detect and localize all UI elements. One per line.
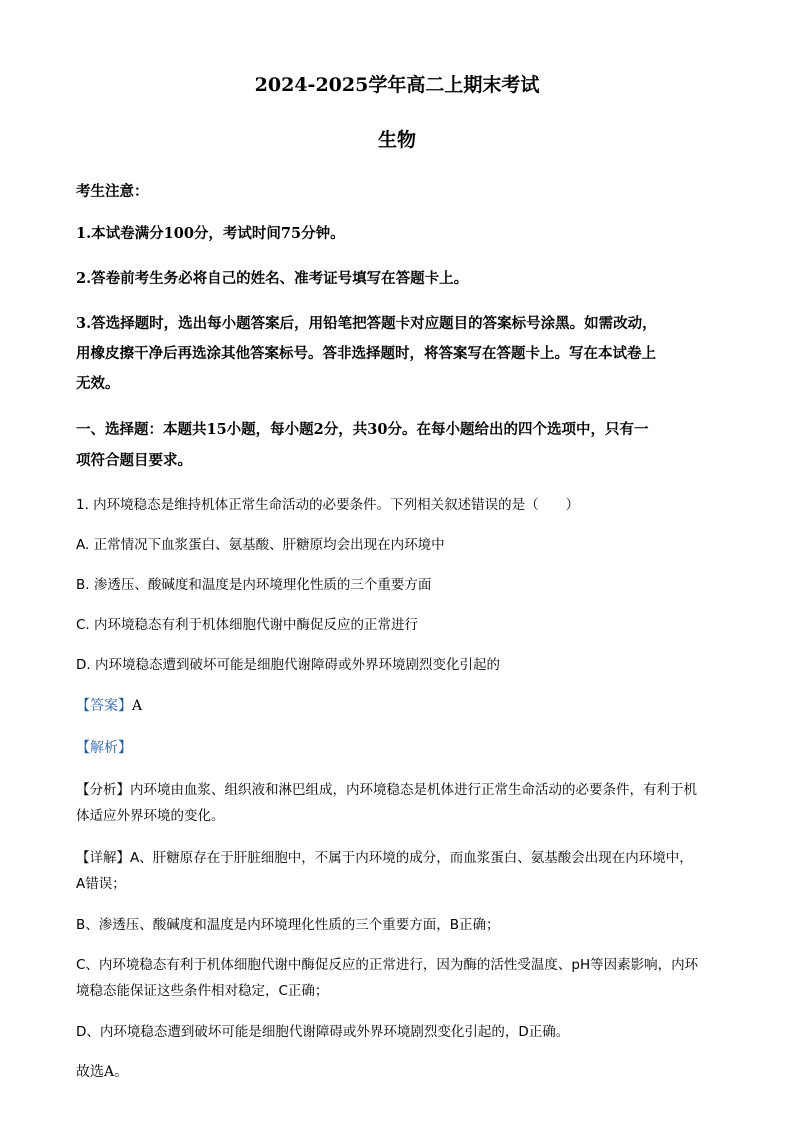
notice-item-1: 1.本试卷满分100分，考试时间75分钟。 (76, 225, 345, 242)
option-b: B. 渗透压、酸碱度和温度是内环境理化性质的三个重要方面 (76, 577, 432, 593)
xiangjie-a-line-2: A错误； (76, 876, 126, 892)
analysis-tag: 【解析】 (76, 740, 132, 756)
xiangjie-tag: 【详解】 (76, 850, 130, 866)
question-stem: 1. 内环境稳态是维持机体正常生命活动的必要条件。下列相关叙述错误的是（ ） (76, 497, 580, 513)
answer-tag: 【答案】 (76, 698, 132, 714)
analysis-line (76, 737, 722, 757)
answer-value: A (132, 698, 143, 714)
section-heading-line-2: 项符合题目要求。 (76, 452, 192, 469)
section-heading-line-1: 一、选择题：本题共15小题，每小题2分，共30分。在每小题给出的四个选项中，只有一 (76, 421, 649, 438)
xiangjie-c-line-2: 境稳态能保证这些条件相对稳定，C正确； (76, 983, 329, 999)
subject-title: 生物 (377, 129, 416, 151)
conclusion: 故选A。 (76, 1064, 129, 1080)
xiangjie-a-text-1: A、肝糖原存在于肝脏细胞中，不属于内环境的成分，而血浆蛋白、氨基酸会出现在内环境中， (130, 850, 693, 866)
fenxi-line-2: 体适应外界环境的变化。 (76, 808, 225, 824)
xiangjie-c-line-1: C、内环境稳态有利于机体细胞代谢中酶促反应的正常进行，因为酶的活性受温度、pH等因素影响，内环 (76, 957, 699, 973)
exam-title: 2024-2025学年高二上期末考试 (254, 74, 540, 96)
option-d: D. 内环境稳态遭到破坏可能是细胞代谢障碍或外界环境剧烈变化引起的 (76, 657, 500, 673)
fenxi-line-1 (76, 778, 722, 798)
xiangjie-line-1 (76, 846, 722, 866)
option-a: A. 正常情况下血浆蛋白、氨基酸、肝糖原均会出现在内环境中 (76, 537, 445, 553)
notice-item-3-line-1: 3.答选择题时，选出每小题答案后，用铅笔把答题卡对应题目的答案标号涂黑。如需改动， (76, 315, 657, 332)
xiangjie-b: B、渗透压、酸碱度和温度是内环境理化性质的三个重要方面，B正确； (76, 917, 500, 933)
option-c: C. 内环境稳态有利于机体细胞代谢中酶促反应的正常进行 (76, 617, 419, 633)
xiangjie-d: D、内环境稳态遭到破坏可能是细胞代谢障碍或外界环境剧烈变化引起的，D正确。 (76, 1024, 570, 1040)
answer-line (76, 695, 722, 715)
fenxi-text-1: 内环境由血浆、组织液和淋巴组成，内环境稳态是机体进行正常生命活动的必要条件，有利于机 (130, 782, 697, 798)
notice-item-2: 2.答卷前考生务必将自己的姓名、准考证号填写在答题卡上。 (76, 270, 469, 287)
notice-heading: 考生注意： (76, 183, 149, 200)
fenxi-tag: 【分析】 (76, 782, 130, 798)
notice-item-3-line-2: 用橡皮擦干净后再选涂其他答案标号。答非选择题时，将答案写在答题卡上。写在本试卷上 (76, 345, 656, 362)
notice-item-3-line-3: 无效。 (76, 375, 120, 392)
